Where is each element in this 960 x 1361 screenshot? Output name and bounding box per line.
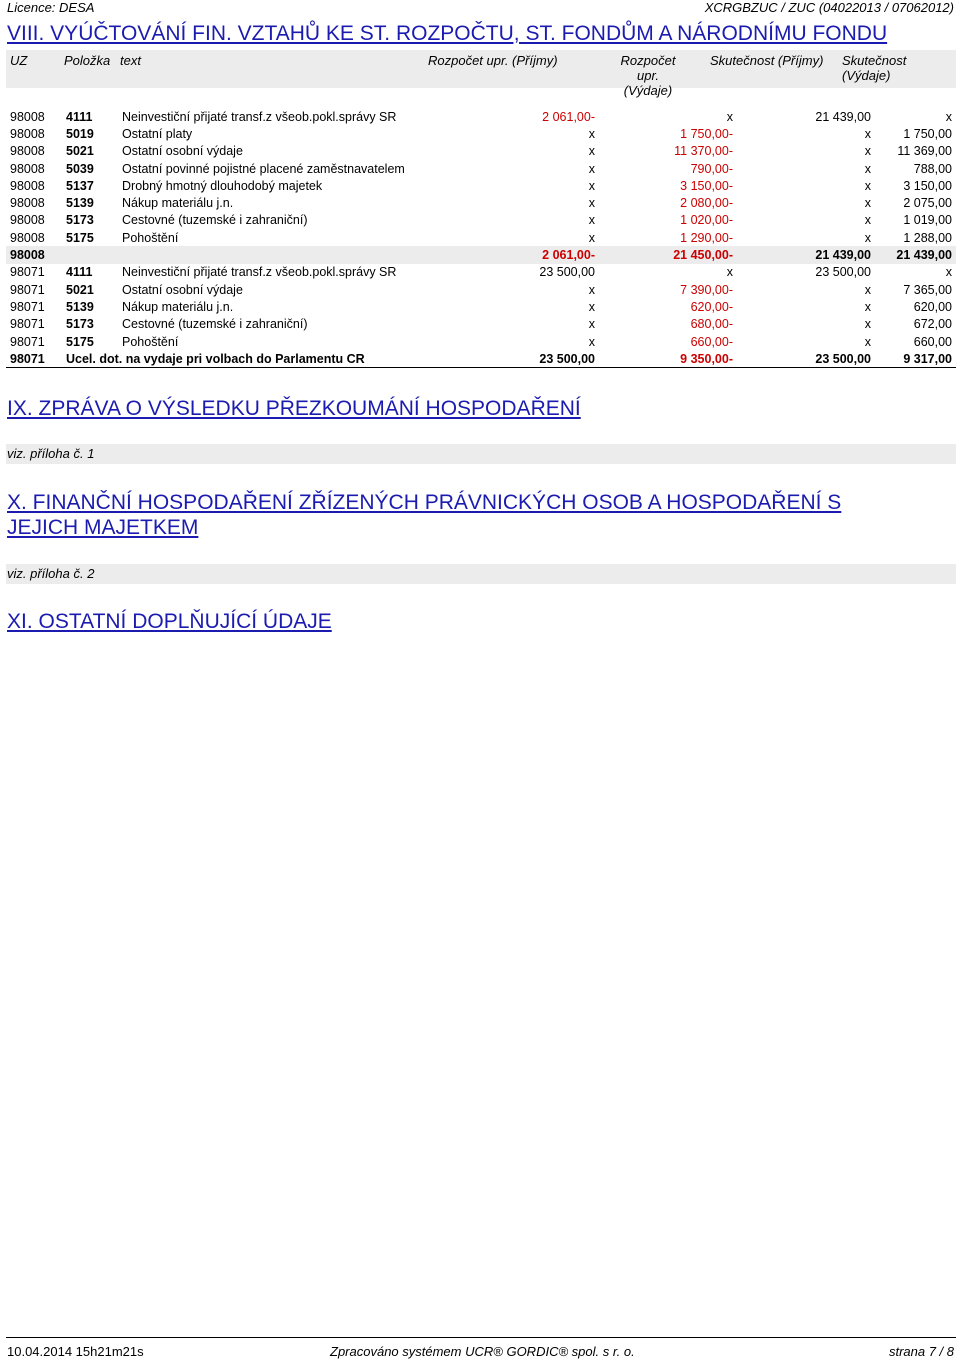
- cell-rozpocet-vydaje: 620,00-: [690, 299, 733, 314]
- cell-skutecnost-vydaje: 660,00: [913, 334, 952, 349]
- cell-skutecnost-vydaje: 2 075,00: [903, 196, 952, 211]
- cell-uz: 98071: [6, 350, 62, 368]
- cell-uz: 98071: [10, 317, 45, 332]
- table-row: [6, 143, 956, 160]
- cell-rozpocet-vydaje: 660,00-: [690, 334, 733, 349]
- cell-skutecnost-prijmy: x: [864, 317, 871, 332]
- cell-skutecnost-prijmy: x: [864, 282, 871, 297]
- col-header-skutecnost-prijmy: Skutečnost (Příjmy): [710, 53, 824, 68]
- cell-rozpocet-prijmy: x: [588, 126, 595, 141]
- cell-skutecnost-prijmy: x: [864, 144, 871, 159]
- section-title-ix: IX. ZPRÁVA O VÝSLEDKU PŘEZKOUMÁNÍ HOSPODAŘENÍ: [7, 397, 581, 420]
- cell-uz: 98008: [10, 126, 45, 141]
- cell-rozpocet-vydaje: 790,00-: [690, 161, 733, 176]
- cell-polozka: 4111: [66, 109, 93, 124]
- table-row: [6, 177, 956, 194]
- cell-polozka: 5139: [66, 299, 94, 314]
- table-row: [6, 125, 956, 142]
- cell-rozpocet-vydaje: 11 370,00-: [674, 144, 733, 159]
- footer-rule: [6, 1337, 956, 1338]
- cell-polozka: 5137: [66, 178, 94, 193]
- cell-rozpocet-prijmy: x: [588, 144, 595, 159]
- cell-polozka: 5021: [66, 144, 94, 159]
- cell-rozpocet-vydaje: 9 350,00-: [599, 350, 737, 368]
- col-header-polozka: Položka: [64, 53, 111, 68]
- table-row: [6, 212, 956, 229]
- cell-polozka: 5175: [66, 230, 94, 245]
- cell-polozka: 5039: [66, 161, 94, 176]
- cell-rozpocet-vydaje: 2 080,00-: [680, 196, 733, 211]
- cell-uz: 98071: [10, 334, 45, 349]
- cell-skutecnost-vydaje: x: [945, 265, 952, 280]
- cell-skutecnost-vydaje: 788,00: [913, 161, 952, 176]
- col-header-rozpocet-vydaje-line1: Rozpočet upr.: [620, 53, 676, 83]
- cell-rozpocet-prijmy: 2 061,00-: [542, 109, 595, 124]
- cell-skutecnost-prijmy: 23 500,00: [815, 265, 871, 280]
- cell-text: Neinvestiční přijaté transf.z všeob.pokl.správy SR: [122, 109, 397, 124]
- cell-rozpocet-prijmy: x: [588, 317, 595, 332]
- cell-text: Cestovné (tuzemské i zahraniční): [122, 317, 308, 332]
- cell-skutecnost-vydaje: x: [945, 109, 952, 124]
- cell-text: Ostatní platy: [122, 126, 193, 141]
- cell-skutecnost-prijmy: x: [864, 213, 871, 228]
- cell-skutecnost-vydaje: 3 150,00: [903, 178, 952, 193]
- cell-uz: 98008: [10, 196, 45, 211]
- cell-uz: 98008: [10, 213, 45, 228]
- cell-skutecnost-prijmy: x: [864, 161, 871, 176]
- cell-text: Ostatní povinné pojistné placené zaměstnavatelem: [122, 161, 405, 176]
- cell-skutecnost-prijmy: x: [864, 230, 871, 245]
- table-row: [6, 108, 956, 125]
- cell-uz: 98008: [10, 161, 45, 176]
- cell-text: Pohoštění: [122, 230, 179, 245]
- table-row: [6, 281, 956, 298]
- cell-rozpocet-vydaje: 680,00-: [690, 317, 733, 332]
- cell-rozpocet-prijmy: 23 500,00: [506, 350, 599, 368]
- col-header-rozpocet-vydaje: [608, 53, 688, 98]
- cell-skutecnost-vydaje: 672,00: [913, 317, 952, 332]
- cell-rozpocet-prijmy: x: [588, 161, 595, 176]
- cell-uz: 98071: [10, 265, 45, 280]
- cell-rozpocet-vydaje: 7 390,00-: [680, 282, 733, 297]
- cell-rozpocet-prijmy: x: [588, 213, 595, 228]
- table-row: [6, 194, 956, 211]
- cell-rozpocet-prijmy: 2 061,00-: [506, 246, 599, 263]
- cell-rozpocet-vydaje: 3 150,00-: [680, 178, 733, 193]
- cell-text: Neinvestiční přijaté transf.z všeob.pokl.správy SR: [122, 265, 397, 280]
- cell-text: Pohoštění: [122, 334, 179, 349]
- cell-polozka: 5175: [66, 334, 94, 349]
- cell-uz: 98008: [6, 246, 62, 263]
- cell-polozka: 5173: [66, 213, 94, 228]
- cell-skutecnost-prijmy: 21 439,00: [737, 246, 875, 263]
- cell-text: Drobný hmotný dlouhodobý majetek: [122, 178, 323, 193]
- cell-text: Cestovné (tuzemské i zahraniční): [122, 213, 308, 228]
- cell-rozpocet-prijmy: x: [588, 282, 595, 297]
- cell-skutecnost-vydaje: 11 369,00: [897, 144, 952, 159]
- cell-text: Nákup materiálu j.n.: [122, 196, 234, 211]
- note-ix: viz. příloha č. 1: [7, 446, 95, 461]
- cell-rozpocet-vydaje: 1 290,00-: [680, 230, 733, 245]
- cell-polozka: 5021: [66, 282, 94, 297]
- col-header-uz: UZ: [10, 53, 28, 68]
- cell-rozpocet-prijmy: x: [588, 196, 595, 211]
- cell-rozpocet-prijmy: x: [588, 230, 595, 245]
- cell-text: [118, 246, 506, 263]
- cell-text: Nákup materiálu j.n.: [122, 299, 234, 314]
- table-row: [6, 298, 956, 315]
- table-row: [6, 264, 956, 281]
- section-title-xi: XI. OSTATNÍ DOPLŇUJÍCÍ ÚDAJE: [7, 610, 332, 633]
- cell-polozka: 4111: [66, 265, 93, 280]
- table-row: [6, 229, 956, 246]
- cell-rozpocet-prijmy: 23 500,00: [539, 265, 595, 280]
- cell-rozpocet-vydaje: x: [726, 265, 733, 280]
- cell-skutecnost-vydaje: 21 439,00: [875, 246, 956, 263]
- cell-skutecnost-prijmy: x: [864, 126, 871, 141]
- cell-rozpocet-vydaje: 21 450,00-: [599, 246, 737, 263]
- licence-label: Licence: DESA: [7, 0, 95, 15]
- cell-skutecnost-prijmy: x: [864, 178, 871, 193]
- cell-skutecnost-prijmy: x: [864, 299, 871, 314]
- cell-polozka: 5139: [66, 196, 94, 211]
- column-header-bar: [6, 50, 956, 98]
- cell-skutecnost-prijmy: x: [864, 334, 871, 349]
- cell-text: Ostatní osobní výdaje: [122, 144, 243, 159]
- section-title-viii: VIII. VYÚČTOVÁNÍ FIN. VZTAHŮ KE ST. ROZPOČTU, ST. FONDŮM A NÁRODNÍMU FONDU: [7, 22, 888, 45]
- cell-skutecnost-vydaje: 1 019,00: [903, 213, 952, 228]
- col-header-skutecnost-vydaje: Skutečnost (Výdaje): [842, 53, 907, 83]
- cell-polozka: 5173: [66, 317, 94, 332]
- section-title-x: [7, 490, 841, 540]
- subtotal-row: [6, 246, 956, 263]
- cell-skutecnost-vydaje: 1 288,00: [903, 230, 952, 245]
- financial-table: [6, 108, 956, 368]
- cell-skutecnost-vydaje: 7 365,00: [903, 282, 952, 297]
- total-row: [6, 350, 956, 368]
- cell-uz: 98071: [10, 282, 45, 297]
- section-title-x-line1: X. FINANČNÍ HOSPODAŘENÍ ZŘÍZENÝCH PRÁVNICKÝCH OSOB A HOSPODAŘENÍ S: [7, 491, 842, 514]
- cell-skutecnost-prijmy: 21 439,00: [815, 109, 871, 124]
- col-header-text: text: [120, 53, 141, 68]
- cell-skutecnost-vydaje: 1 750,00: [903, 126, 952, 141]
- cell-uz: 98008: [10, 109, 45, 124]
- cell-rozpocet-vydaje: 1 020,00-: [680, 213, 733, 228]
- cell-rozpocet-vydaje: 1 750,00-: [680, 126, 733, 141]
- note-bar-x: [6, 564, 956, 584]
- cell-skutecnost-vydaje: 9 317,00: [875, 350, 956, 368]
- cell-polozka: [62, 246, 118, 263]
- cell-total-label: Ucel. dot. na vydaje pri volbach do Parlamentu CR: [62, 350, 506, 368]
- cell-rozpocet-prijmy: x: [588, 299, 595, 314]
- cell-skutecnost-prijmy: x: [864, 196, 871, 211]
- cell-skutecnost-prijmy: 23 500,00: [737, 350, 875, 368]
- table-row: [6, 333, 956, 350]
- cell-skutecnost-vydaje: 620,00: [913, 299, 952, 314]
- cell-rozpocet-prijmy: x: [588, 334, 595, 349]
- footer-page-number: strana 7 / 8: [888, 1344, 954, 1359]
- note-bar-ix: [6, 444, 956, 464]
- cell-text: Ostatní osobní výdaje: [122, 282, 243, 297]
- table-row: [6, 316, 956, 333]
- cell-rozpocet-prijmy: x: [588, 178, 595, 193]
- note-x: viz. příloha č. 2: [7, 566, 95, 581]
- col-header-rozpocet-prijmy: Rozpočet upr. (Příjmy): [428, 53, 558, 68]
- col-header-rozpocet-vydaje-line2: (Výdaje): [623, 83, 673, 98]
- cell-uz: 98008: [10, 144, 45, 159]
- footer-system: Zpracováno systémem UCR® GORDIC® spol. s r. o.: [330, 1344, 635, 1359]
- cell-rozpocet-vydaje: x: [726, 109, 733, 124]
- cell-uz: 98071: [10, 299, 45, 314]
- footer-date: 10.04.2014 15h21m21s: [7, 1344, 144, 1359]
- cell-polozka: 5019: [66, 126, 94, 141]
- cell-uz: 98008: [10, 230, 45, 245]
- table-row: [6, 160, 956, 177]
- section-title-x-line2: JEJICH MAJETKEM: [7, 516, 199, 539]
- cell-uz: 98008: [10, 178, 45, 193]
- report-id: XCRGBZUC / ZUC (04022013 / 07062012): [704, 0, 954, 15]
